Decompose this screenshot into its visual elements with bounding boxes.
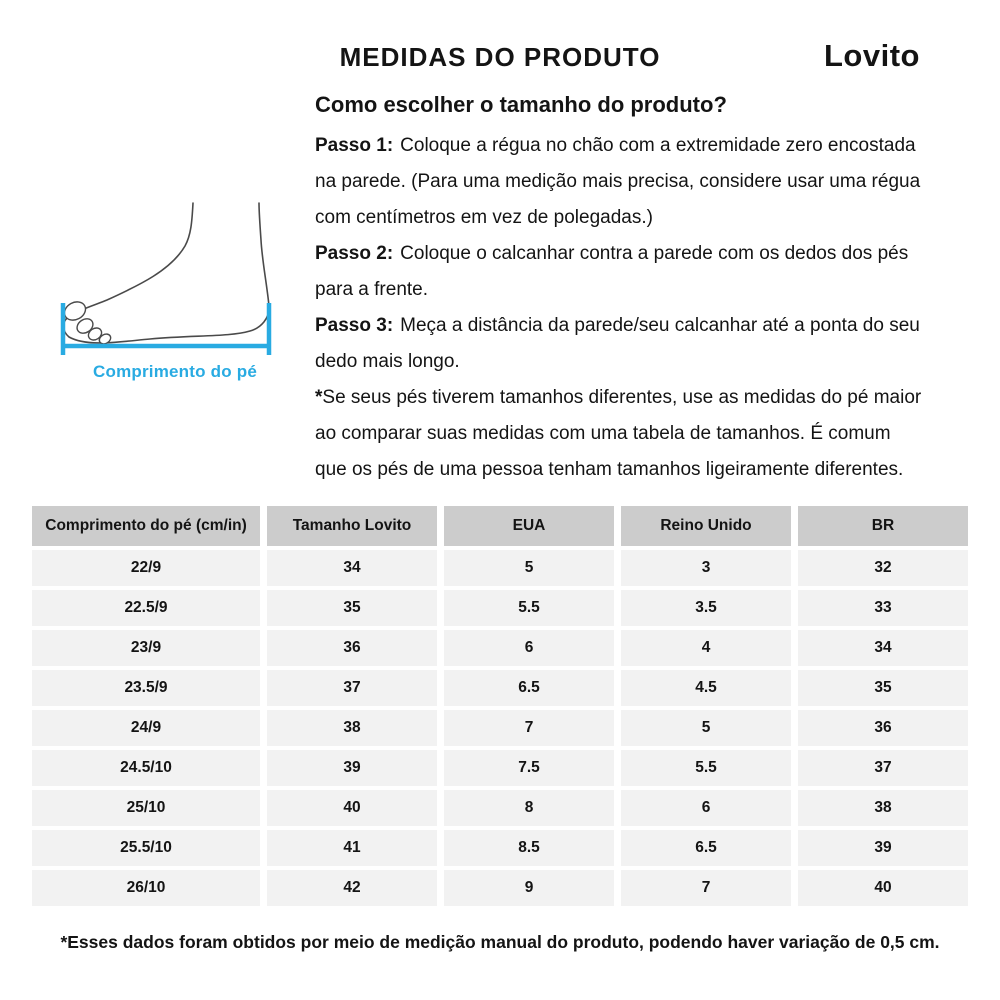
column-header: EUA (444, 506, 614, 546)
table-row (32, 750, 968, 786)
table-cell: 23.5/9 (32, 670, 260, 706)
table-cell: 5.5 (621, 750, 791, 786)
table-cell: 5.5 (444, 590, 614, 626)
note-line: *Se seus pés tiverem tamanhos diferentes, use as medidas do pé maior (315, 387, 922, 408)
table-cell: 23/9 (32, 630, 260, 666)
table-cell: 36 (267, 630, 437, 666)
table-cell: 41 (267, 830, 437, 866)
table-cell: 35 (798, 670, 968, 706)
table-cell: 6.5 (621, 830, 791, 866)
note-asterisk: * (315, 387, 323, 408)
table-cell: 7 (621, 870, 791, 906)
table-cell: 6 (621, 790, 791, 826)
brand-logo: Lovito (824, 38, 920, 73)
step-1-line: na parede. (Para uma medição mais precisa, considere usar uma régua (315, 171, 921, 192)
step-2-line: Passo 2: Coloque o calcanhar contra a parede com os dedos dos pés (315, 243, 909, 264)
column-header: Tamanho Lovito (267, 506, 437, 546)
table-cell: 34 (267, 550, 437, 586)
table-cell: 37 (798, 750, 968, 786)
table-cell: 6 (444, 630, 614, 666)
table-cell: 8.5 (444, 830, 614, 866)
table-cell: 4 (621, 630, 791, 666)
table-cell: 5 (444, 550, 614, 586)
step-1-label: Passo 1: (315, 135, 394, 156)
table-cell: 6.5 (444, 670, 614, 706)
table-cell: 35 (267, 590, 437, 626)
step-3-line: Passo 3: Meça a distância da parede/seu calcanhar até a ponta do seu (315, 315, 920, 336)
table-cell: 22/9 (32, 550, 260, 586)
column-header: Comprimento do pé (cm/in) (32, 506, 260, 546)
table-cell: 25.5/10 (32, 830, 260, 866)
step-2-line: para a frente. (315, 279, 429, 300)
table-cell: 40 (267, 790, 437, 826)
section-heading: Como escolher o tamanho do produto? (315, 92, 727, 117)
foot-illustration-icon (55, 190, 295, 360)
table-cell: 36 (798, 710, 968, 746)
table-row (32, 710, 968, 746)
table-cell: 34 (798, 630, 968, 666)
table-row (32, 590, 968, 626)
note-line: que os pés de uma pessoa tenham tamanhos ligeiramente diferentes. (315, 459, 904, 480)
table-cell: 40 (798, 870, 968, 906)
page-title: MEDIDAS DO PRODUTO (339, 42, 661, 72)
table-cell: 42 (267, 870, 437, 906)
table-cell: 38 (267, 710, 437, 746)
table-cell: 37 (267, 670, 437, 706)
table-row (32, 830, 968, 866)
table-cell: 3 (621, 550, 791, 586)
step-2-label: Passo 2: (315, 243, 394, 264)
table-cell: 39 (798, 830, 968, 866)
table-cell: 7.5 (444, 750, 614, 786)
table-row (32, 550, 968, 586)
column-header: Reino Unido (621, 506, 791, 546)
table-cell: 24.5/10 (32, 750, 260, 786)
table-cell: 3.5 (621, 590, 791, 626)
table-cell: 39 (267, 750, 437, 786)
table-cell: 24/9 (32, 710, 260, 746)
step-3-line: dedo mais longo. (315, 351, 460, 372)
table-cell: 32 (798, 550, 968, 586)
table-cell: 8 (444, 790, 614, 826)
foot-measurement-figure (55, 190, 295, 382)
toes-outline (61, 298, 112, 346)
table-cell: 38 (798, 790, 968, 826)
table-row (32, 790, 968, 826)
table-cell: 5 (621, 710, 791, 746)
footnote: *Esses dados foram obtidos por meio de medição manual do produto, podendo haver variação de 0,5 cm. (60, 932, 940, 952)
table-cell: 4.5 (621, 670, 791, 706)
table-cell: 33 (798, 590, 968, 626)
note-line: ao comparar suas medidas com uma tabela de tamanhos. É comum (315, 423, 891, 444)
table-row (32, 870, 968, 906)
table-cell: 22.5/9 (32, 590, 260, 626)
step-1-line: Passo 1: Coloque a régua no chão com a extremidade zero encostada (315, 135, 916, 156)
step-3-label: Passo 3: (315, 315, 394, 336)
table-header-row (32, 506, 968, 546)
table-cell: 25/10 (32, 790, 260, 826)
instructions (315, 128, 975, 488)
table-cell: 9 (444, 870, 614, 906)
table-row (32, 670, 968, 706)
table-cell: 26/10 (32, 870, 260, 906)
foot-outline (63, 203, 269, 343)
table-row (32, 630, 968, 666)
step-1-line: com centímetros em vez de polegadas.) (315, 207, 653, 228)
table-cell: 7 (444, 710, 614, 746)
size-chart-table (32, 506, 968, 910)
figure-caption: Comprimento do pé (93, 362, 257, 381)
column-header: BR (798, 506, 968, 546)
